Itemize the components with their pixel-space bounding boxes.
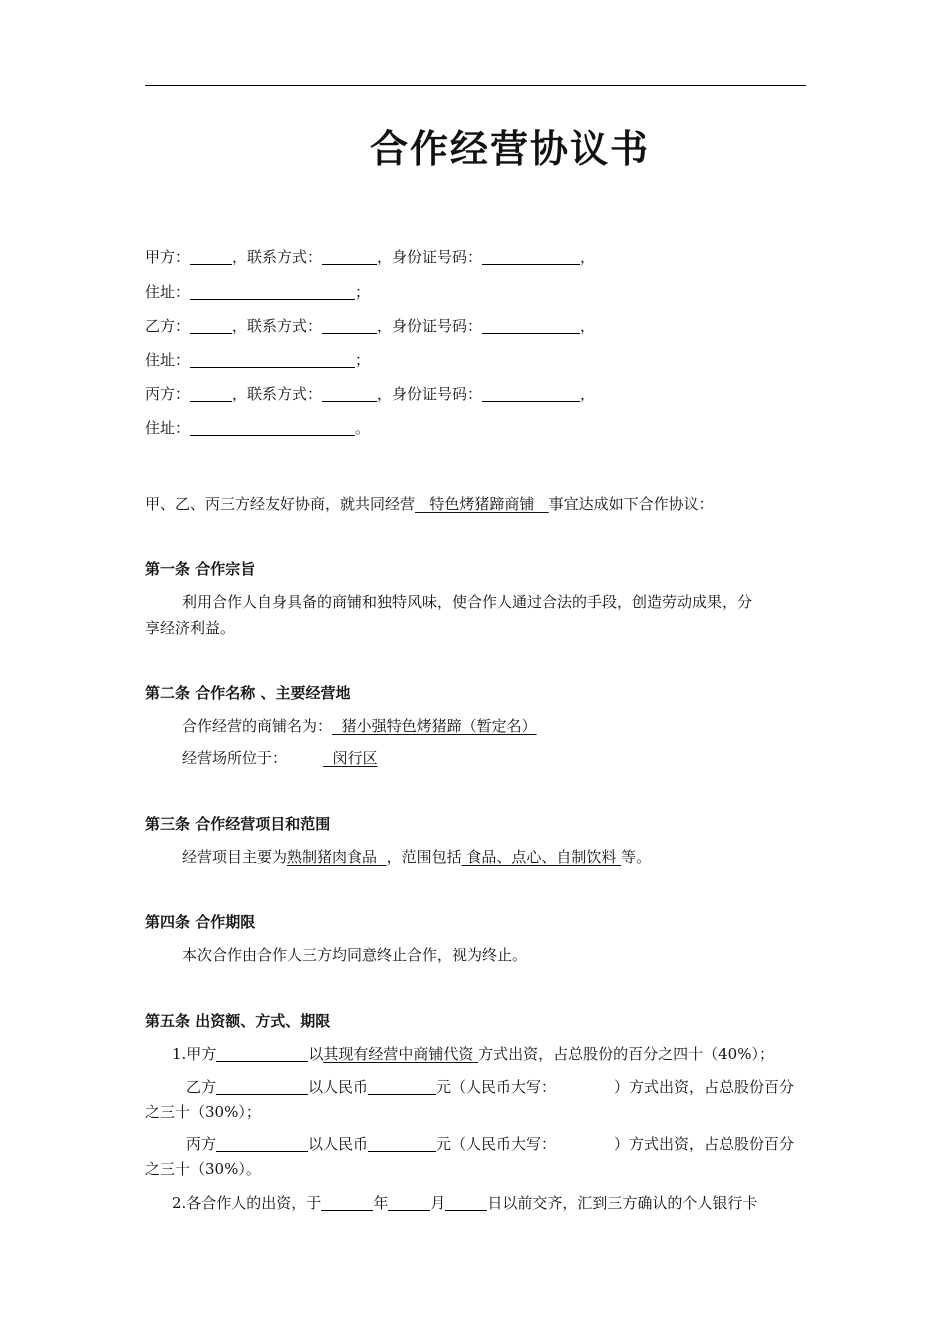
- party-c-address: 住址： 。: [145, 419, 371, 437]
- party-a-line: 甲方： ，联系方式： ，身份证号码： ，: [145, 248, 596, 266]
- article-5-party-c-line2: 之三十（30%）。: [145, 1160, 261, 1178]
- article-5-party-b-line2: 之三十（30%）；: [145, 1103, 261, 1121]
- article-1-heading: 第一条 合作宗旨: [145, 560, 256, 578]
- article-2-shop-name: 合作经营的商铺名为： 猪小强特色烤猪蹄（暂定名）: [182, 717, 537, 735]
- article-2-heading: 第二条 合作名称 、主要经营地: [145, 684, 351, 702]
- party-b-address: 住址： ；: [145, 351, 371, 369]
- document-title: 合作经营协议书: [369, 127, 650, 171]
- article-5-party-a: 1.甲方 以其现有经营中商铺代资 方式出资，占总股份的百分之四十（40%）；: [172, 1045, 774, 1063]
- header-rule: [145, 85, 806, 86]
- article-4-text: 本次合作由合作人三方均同意终止合作，视为终止。: [182, 946, 528, 964]
- party-b-line: 乙方： ，联系方式： ，身份证号码： ，: [145, 317, 596, 335]
- article-3-text: 经营项目主要为熟制猪肉食品 ，范围包括 食品、点心、自制饮料 等。: [182, 848, 652, 866]
- article-1-text-line1: 利用合作人自身具备的商铺和独特风味，使合作人通过合法的手段，创造劳动成果，分: [182, 593, 753, 611]
- article-5-party-b-line1: 乙方 以人民币 元（人民币大写： ）方式出资，占总股份百分: [186, 1078, 795, 1096]
- article-1-text-line2: 享经济利益。: [145, 619, 236, 637]
- party-c-line: 丙方： ，联系方式： ，身份证号码： ，: [145, 385, 596, 403]
- article-5-party-c-line1: 丙方 以人民币 元（人民币大写： ）方式出资，占总股份百分: [186, 1135, 795, 1153]
- article-3-heading: 第三条 合作经营项目和范围: [145, 815, 331, 833]
- party-a-address: 住址： ；: [145, 283, 371, 301]
- intro-paragraph: 甲、乙、丙三方经友好协商，就共同经营 特色烤猪蹄商铺 事宜达成如下合作协议：: [145, 495, 714, 513]
- article-5-deadline: 2.各合作人的出资，于 年 月 日以前交齐，汇到三方确认的个人银行卡: [172, 1194, 758, 1212]
- article-4-heading: 第四条 合作期限: [145, 913, 256, 931]
- article-2-location: 经营场所位于： 闵行区: [182, 749, 378, 767]
- article-5-heading: 第五条 出资额、方式、期限: [145, 1012, 331, 1030]
